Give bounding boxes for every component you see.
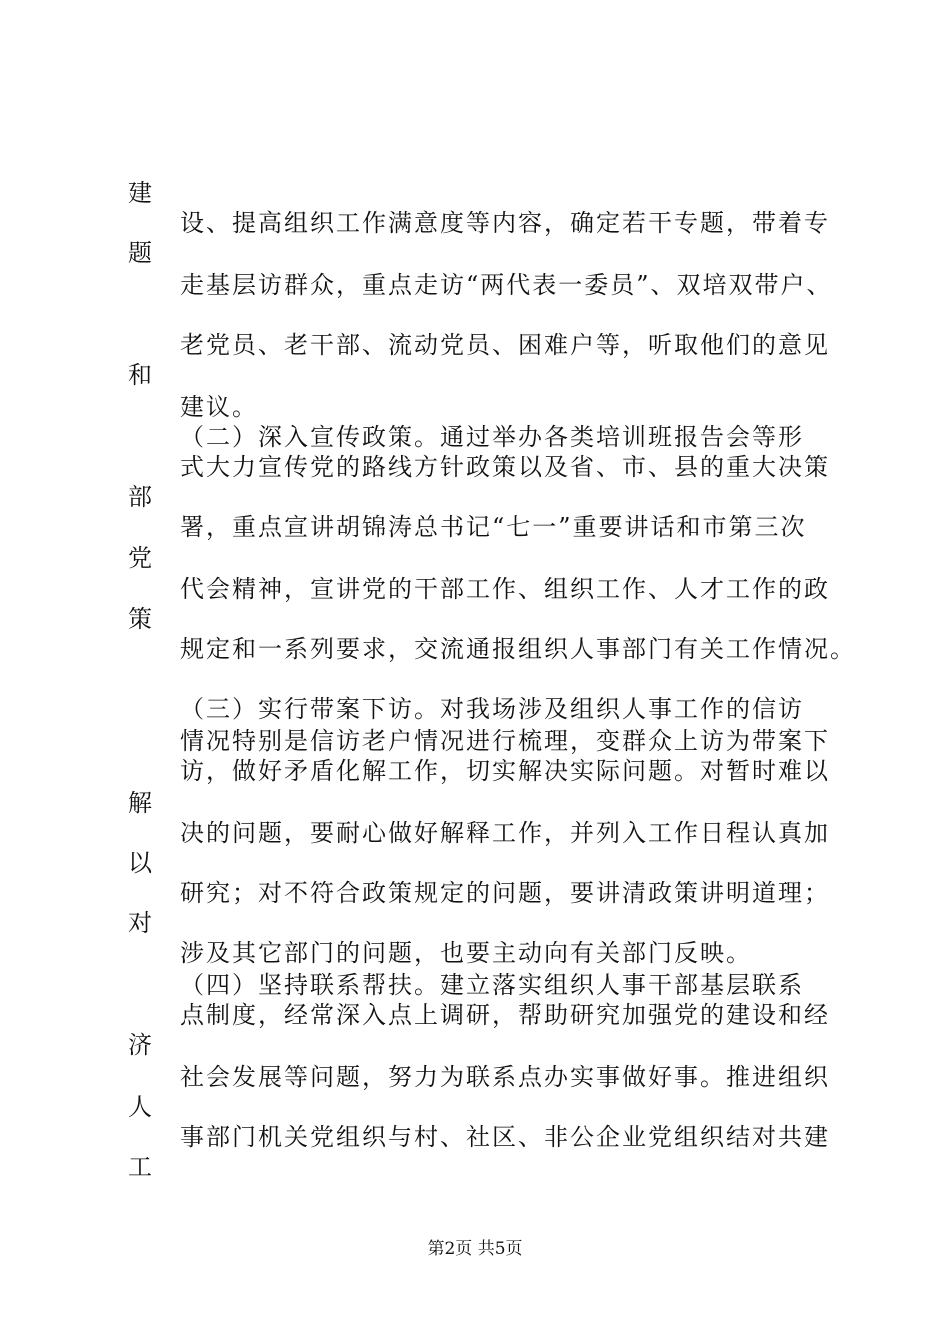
margin-char: 和	[128, 361, 152, 389]
body-line: 建议。	[180, 393, 258, 421]
body-line: 社会发展等问题，努力为联系点办实事做好事。推进组织	[180, 1063, 830, 1091]
body-line: 规定和一系列要求，交流通报组织人事部门有关工作情况。	[180, 635, 856, 663]
margin-char: 对	[128, 909, 152, 937]
body-line: 事部门机关党组织与村、社区、非公企业党组织结对共建	[180, 1123, 830, 1151]
body-line: 老党员、老干部、流动党员、困难户等，听取他们的意见	[180, 331, 830, 359]
margin-char: 党	[128, 544, 152, 572]
margin-char: 题	[128, 239, 152, 267]
margin-char: 建	[128, 179, 152, 207]
margin-char: 济	[128, 1031, 152, 1059]
body-line: （二）深入宣传政策。通过举办各类培训班报告会等形	[180, 423, 804, 451]
body-line: 访，做好矛盾化解工作，切实解决实际问题。对暂时难以	[180, 757, 830, 785]
margin-char: 解	[128, 789, 152, 817]
page-number-footer: 第2页 共5页	[427, 1239, 523, 1259]
body-line: 署，重点宣讲胡锦涛总书记“七一”重要讲话和市第三次	[180, 513, 807, 541]
body-line: （三）实行带案下访。对我场涉及组织人事工作的信访	[180, 695, 804, 723]
body-line: 代会精神，宣讲党的干部工作、组织工作、人才工作的政	[180, 575, 830, 603]
body-line: 决的问题，要耐心做好解释工作，并列入工作日程认真加	[180, 819, 830, 847]
margin-char: 以	[128, 849, 152, 877]
body-line: （四）坚持联系帮扶。建立落实组织人事干部基层联系	[180, 971, 804, 999]
margin-char: 工	[128, 1153, 152, 1181]
margin-char: 人	[128, 1093, 152, 1121]
body-line: 涉及其它部门的问题，也要主动向有关部门反映。	[180, 939, 752, 967]
margin-char: 部	[128, 483, 152, 511]
body-line: 研究；对不符合政策规定的问题，要讲清政策讲明道理；	[180, 879, 830, 907]
body-line: 点制度，经常深入点上调研，帮助研究加强党的建设和经	[180, 1001, 830, 1029]
margin-char: 策	[128, 605, 152, 633]
body-line: 走基层访群众，重点走访“两代表一委员”、双培双带户、	[180, 271, 833, 299]
body-line: 设、提高组织工作满意度等内容，确定若干专题，带着专	[180, 209, 830, 237]
body-line: 式大力宣传党的路线方针政策以及省、市、县的重大决策	[180, 453, 830, 481]
body-line: 情况特别是信访老户情况进行梳理，变群众上访为带案下	[180, 727, 830, 755]
